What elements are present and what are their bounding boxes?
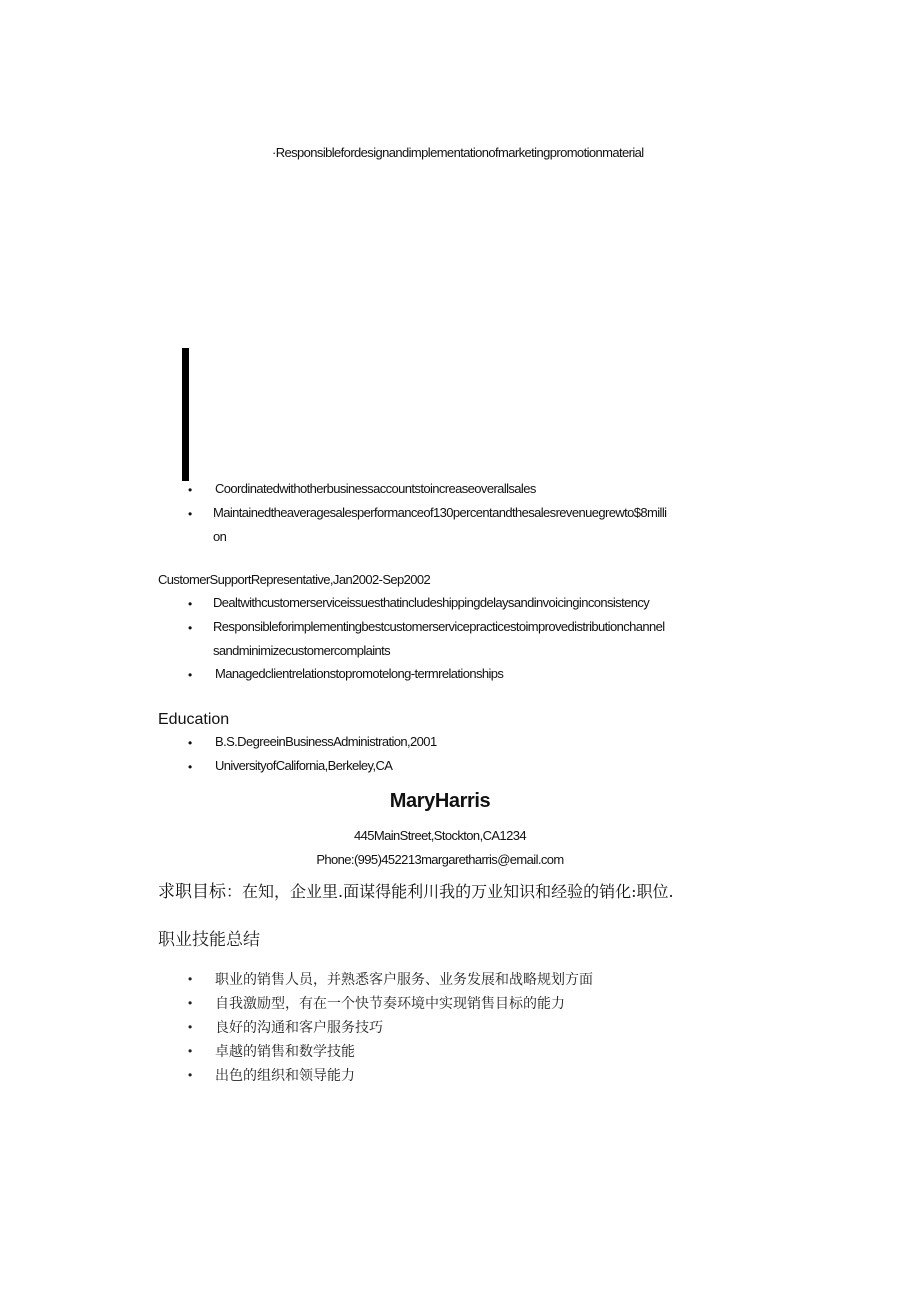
bullet-icon: • [188, 760, 193, 774]
bullet-icon: • [188, 1044, 193, 1058]
address: 445MainStreet,Stockton,CA1234 [354, 828, 526, 843]
education-heading: Education [158, 711, 230, 728]
skill-item: 出色的组织和领导能力 [215, 1068, 355, 1084]
bullet-icon: • [188, 507, 193, 521]
bullet-icon: • [188, 668, 193, 682]
list-item: Dealtwithcustomerserviceissuesthatincludeshippingdelaysandinvoicinginconsistency [213, 595, 650, 610]
objective-text: ：在知，企业里.面谋得能利川我的万业知识和经验的销化:职位. [226, 882, 674, 901]
vertical-rule [182, 348, 189, 481]
objective-label: 求职目标 [158, 882, 226, 902]
list-item-continuation: sandminimizecustomercomplaints [213, 643, 391, 658]
bullet-icon: • [188, 972, 193, 986]
bullet-icon: • [188, 1068, 193, 1082]
job-title: CustomerSupportRepresentative,Jan2002-Sep2002 [158, 572, 431, 587]
bullet-icon: • [188, 597, 193, 611]
phone-email: Phone:(995)452213margaretharris@email.com [316, 852, 564, 867]
list-item: Responsibleforimplementingbestcustomerservicepracticestoimprovedistributionchannel [213, 619, 665, 634]
list-item-continuation: on [213, 529, 227, 544]
bullet-icon: • [188, 483, 193, 497]
skill-item: 良好的沟通和客户服务技巧 [215, 1020, 383, 1036]
list-item: UniversityofCalifornia,Berkeley,CA [215, 758, 393, 773]
bullet-icon: • [188, 621, 193, 635]
skill-item: 自我激励型，有在一个快节奏环境中实现销售目标的能力 [215, 996, 565, 1012]
objective-line [158, 877, 674, 902]
bullet-icon: • [188, 1020, 193, 1034]
bullet-icon: • [188, 736, 193, 750]
marketing-material-line: ·Responsiblefordesignandimplementationofmarketingpromotionmaterial [272, 145, 644, 160]
skill-item: 卓越的销售和数学技能 [215, 1044, 355, 1060]
skills-heading: 职业技能总结 [158, 930, 260, 950]
bullet-icon: • [188, 996, 193, 1010]
skill-item: 职业的销售人员，并熟悉客户服务、业务发展和战略规划方面 [215, 972, 593, 988]
list-item: Coordinatedwithotherbusinessaccountstoincreaseoverallsales [215, 481, 536, 496]
list-item: Managedclientrelationstopromotelong-termrelationships [215, 666, 504, 681]
list-item: Maintainedtheaveragesalesperformanceof130percentandthesalesrevenuegrewto$8milli [213, 505, 667, 520]
candidate-name: MaryHarris [389, 790, 491, 812]
list-item: B.S.DegreeinBusinessAdministration,2001 [215, 734, 437, 749]
